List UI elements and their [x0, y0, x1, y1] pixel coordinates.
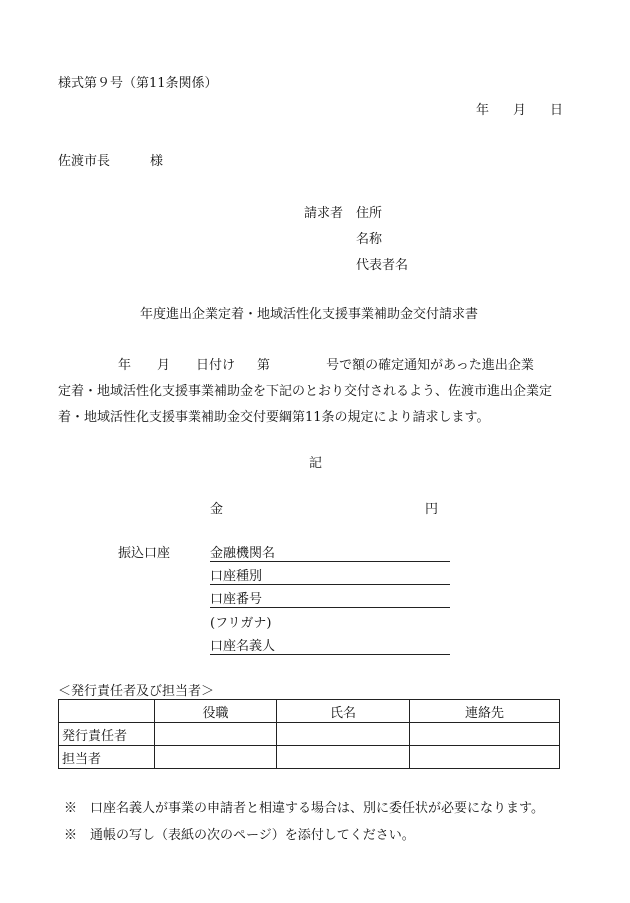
addressee [58, 150, 163, 169]
note-1: ※ 口座名義人が事業の申請者と相違する場合は、別に委任状が必要になります。 [64, 801, 544, 816]
column-header-position: 役職 [155, 700, 277, 723]
bank-holder: 口座名義人 [210, 635, 450, 655]
body-line-1 [118, 354, 534, 373]
ki-heading: 記 [309, 456, 323, 471]
note-2: ※ 通帳の写し（表紙の次のページ）を添付してください。 [64, 828, 415, 843]
bank-institution: 金融機関名 [210, 542, 450, 562]
body-line-2: 定着・地域活性化支援事業補助金を下記のとおり交付されるよう、佐渡市進出企業定 [58, 384, 553, 399]
table-header-row [59, 700, 560, 723]
body-dated: 日付け [196, 358, 236, 373]
body-year: 年 [118, 358, 132, 373]
table-row [59, 723, 560, 746]
responsible-table [58, 699, 560, 769]
date-month: 月 [513, 103, 527, 118]
document-title: 年度進出企業定着・地域活性化支援事業補助金交付請求書 [140, 307, 479, 322]
bank-account-number: 口座番号 [210, 588, 450, 608]
contact-name-cell[interactable] [277, 746, 410, 769]
contact-contact-cell[interactable] [410, 746, 560, 769]
body-month: 月 [157, 358, 171, 373]
form-number: 様式第９号（第11条関係） [58, 76, 218, 91]
date-line [476, 99, 563, 118]
row-label-contact-person: 担当者 [59, 746, 155, 769]
bank-furigana: (フリガナ) [210, 616, 272, 631]
issuer-contact-cell[interactable] [410, 723, 560, 746]
body-line-3: 着・地域活性化支援事業補助金交付要綱第11条の規定により請求します。 [58, 410, 490, 425]
amount-label: 金 [210, 502, 224, 517]
table-corner-cell [59, 700, 155, 723]
row-label-issuer: 発行責任者 [59, 723, 155, 746]
requester-label: 請求者 [304, 206, 344, 221]
amount-unit: 円 [425, 502, 439, 517]
requester-representative: 代表者名 [356, 258, 409, 273]
body-dai: 第 [257, 358, 271, 373]
responsible-heading: ＜発行責任者及び担当者＞ [58, 684, 215, 699]
bank-label: 振込口座 [118, 546, 171, 561]
addressee-name: 佐渡市長 [58, 154, 111, 169]
date-year: 年 [476, 103, 490, 118]
contact-position-cell[interactable] [155, 746, 277, 769]
bank-account-type: 口座種別 [210, 565, 450, 585]
body-line1-rest: 号で額の確定通知があった進出企業 [326, 358, 534, 373]
requester-address: 住所 [356, 206, 383, 221]
column-header-contact: 連絡先 [410, 700, 560, 723]
requester-name: 名称 [356, 232, 383, 247]
addressee-honorific: 様 [150, 154, 164, 169]
issuer-position-cell[interactable] [155, 723, 277, 746]
issuer-name-cell[interactable] [277, 723, 410, 746]
date-day: 日 [550, 103, 564, 118]
column-header-name: 氏名 [277, 700, 410, 723]
table-row [59, 746, 560, 769]
